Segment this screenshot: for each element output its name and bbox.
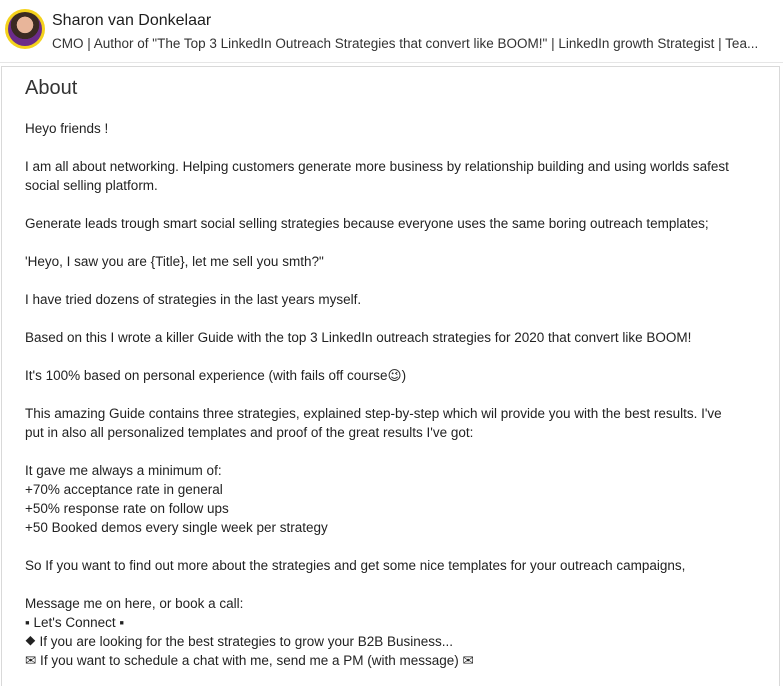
about-line: I am all about networking. Helping customers generate more business by relationship building and using worlds safest [25, 159, 729, 174]
about-line: So If you want to find out more about the strategies and get some nice templates for your outreach campaigns, [25, 558, 686, 573]
about-section [1, 66, 780, 686]
about-line: Based on this I wrote a killer Guide with the top 3 LinkedIn outreach strategies for 2020 that convert like BOOM! [25, 330, 692, 345]
about-line: ▪ Let's Connect ▪ [25, 615, 125, 630]
about-line [25, 138, 763, 157]
about-line: It's 100% based on personal experience (with fails off course😉) [25, 368, 407, 383]
profile-headline: CMO | Author of "The Top 3 LinkedIn Outreach Strategies that convert like BOOM!" | LinkedIn growth Strategist | Tea... [52, 36, 759, 51]
about-line: ✉ If you want to schedule a chat with me, send me a PM (with message) ✉ [25, 653, 474, 668]
about-line: +50 Booked demos every single week per strategy [25, 520, 328, 535]
about-line [25, 575, 763, 594]
about-line: Generate leads trough smart social selling strategies because everyone uses the same boring outreach templates; [25, 216, 709, 231]
about-line [25, 347, 763, 366]
about-line [25, 385, 763, 404]
about-line: ⯁ If you are looking for the best strategies to grow your B2B Business... [25, 634, 454, 649]
about-line [25, 233, 763, 252]
about-line: social selling platform. [25, 178, 158, 193]
about-line [25, 537, 763, 556]
about-line: +50% response rate on follow ups [25, 501, 229, 516]
about-line [25, 271, 763, 290]
about-line [25, 442, 763, 461]
about-line: +70% acceptance rate in general [25, 482, 223, 497]
avatar[interactable] [5, 9, 45, 49]
about-title: About [25, 77, 78, 99]
about-line: put in also all personalized templates and proof of the great results I've got: [25, 425, 474, 440]
about-line: Heyo friends ! [25, 121, 109, 136]
about-line [25, 309, 763, 328]
about-line: 'Heyo, I saw you are {Title}, let me sell you smth?" [25, 254, 324, 269]
about-body [25, 119, 763, 670]
about-line: It gave me always a minimum of: [25, 463, 222, 478]
avatar-photo [8, 12, 42, 46]
about-line: I have tried dozens of strategies in the last years myself. [25, 292, 362, 307]
profile-name[interactable]: Sharon van Donkelaar [52, 12, 212, 29]
about-line: This amazing Guide contains three strategies, explained step-by-step which wil provide you with the best results. I've [25, 406, 722, 421]
about-line [25, 195, 763, 214]
about-line: Message me on here, or book a call: [25, 596, 244, 611]
profile-header [0, 0, 783, 63]
